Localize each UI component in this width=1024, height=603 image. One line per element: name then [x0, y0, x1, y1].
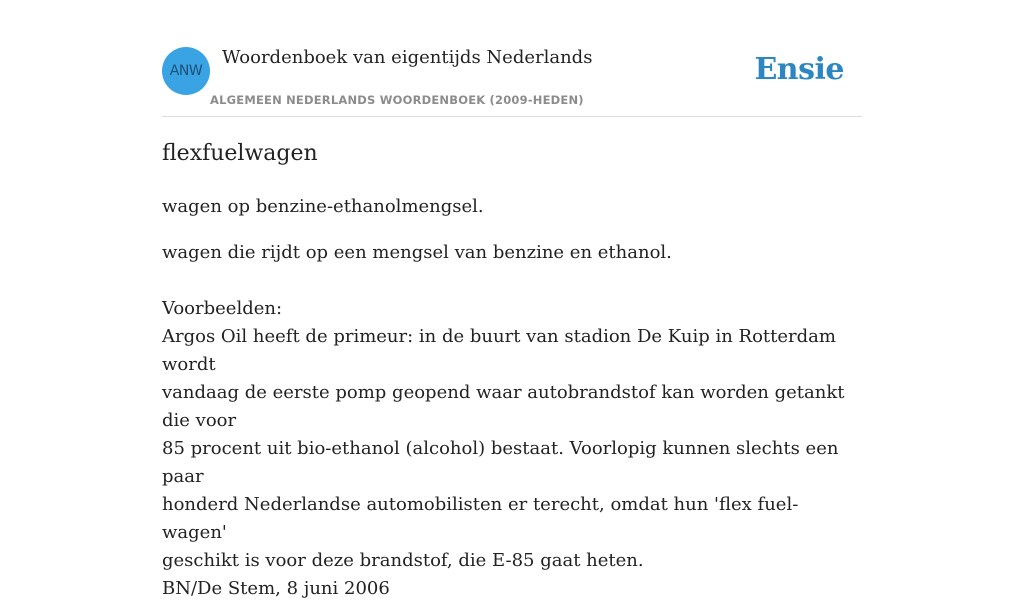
short-definition: wagen op benzine-ethanolmengsel. [162, 196, 484, 217]
entry-headword: flexfuelwagen [162, 141, 318, 166]
site-header [162, 46, 862, 117]
example-line: 85 procent uit bio-ethanol (alcohol) bestaat. Voorlopig kunnen slechts een paar [162, 438, 839, 487]
ensie-brand-link[interactable]: Ensie [754, 52, 844, 87]
examples-section [162, 295, 862, 603]
entry-content [162, 140, 862, 603]
anw-logo[interactable] [162, 47, 210, 95]
examples-label: Voorbeelden: [162, 298, 283, 319]
logo-text: ANW [169, 63, 203, 79]
example-line: geschikt is voor deze brandstof, die E-85 gaat heten. [162, 550, 644, 571]
example-line: Argos Oil heeft de primeur: in de buurt van stadion De Kuip in Rotterdam wordt [162, 326, 836, 375]
example-line: honderd Nederlandse automobilisten er terecht, omdat hun 'flex fuel-wagen' [162, 494, 799, 543]
dictionary-subtitle: ALGEMEEN NEDERLANDS WOORDENBOEK (2009-HEDEN) [210, 93, 584, 107]
definition: wagen die rijdt op een mengsel van benzine en ethanol. [162, 242, 672, 263]
dictionary-title[interactable]: Woordenboek van eigentijds Nederlands [222, 47, 593, 68]
example-source: BN/De Stem, 8 juni 2006 [162, 578, 390, 599]
example-line: vandaag de eerste pomp geopend waar autobrandstof kan worden getankt die voor [162, 382, 845, 431]
